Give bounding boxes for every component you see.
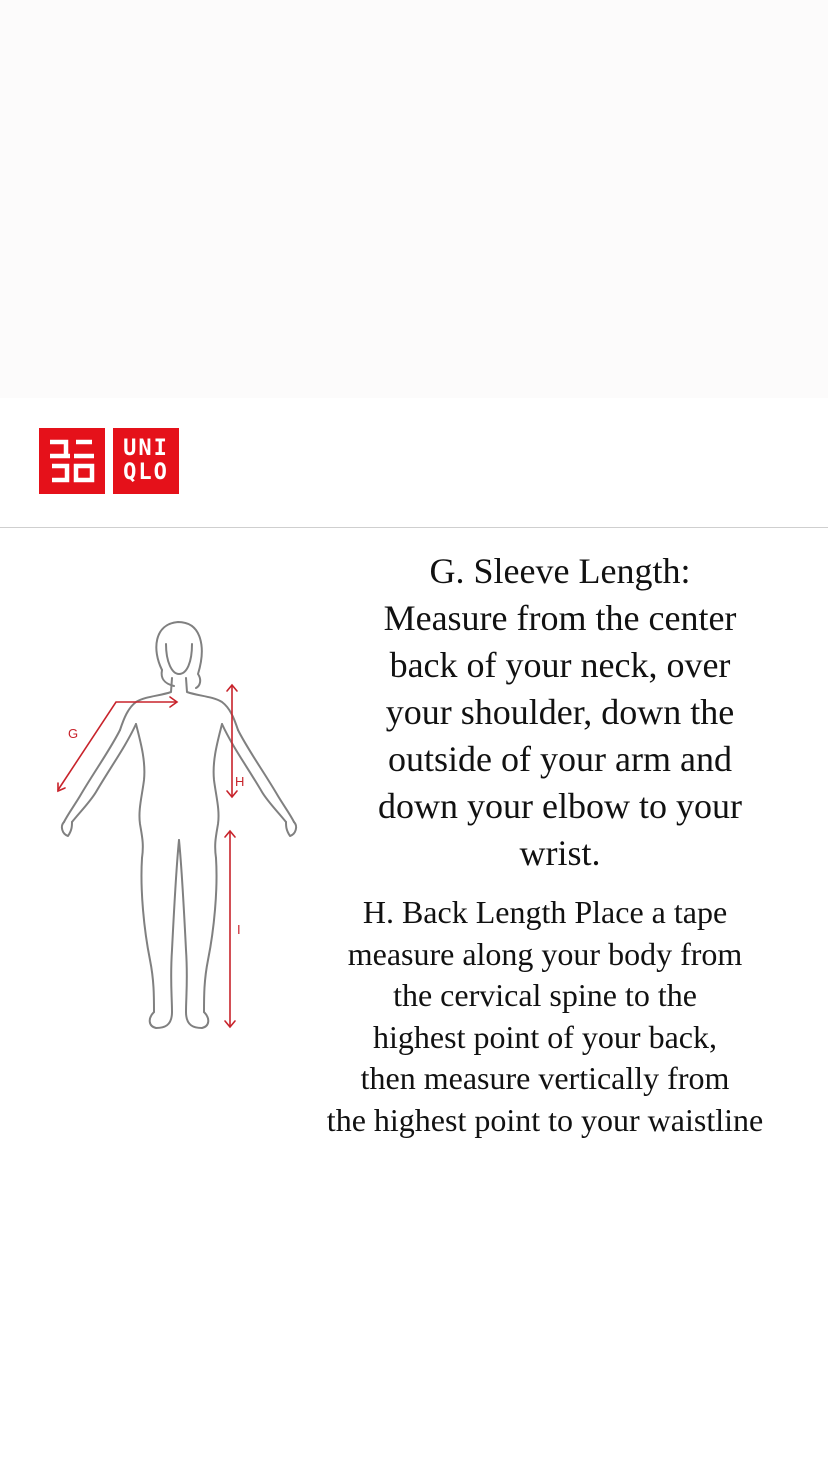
sleeve-line-4: your shoulder, down the [385,692,735,732]
label-h: H [235,774,245,789]
back-line-6: the highest point to your waistline [326,1101,764,1138]
logo-katakana-box [39,428,105,494]
blank-header-area [0,0,828,398]
logo-latin-box [113,428,179,494]
sleeve-line-7: wrist. [519,833,601,873]
sleeve-line-1: G. Sleeve Length: [429,551,691,591]
logo-text-qlo: QLO [123,460,169,485]
sleeve-line-5: outside of your arm and [388,739,732,779]
back-line-2: measure along your body from [347,935,743,972]
katakana-logo-icon [47,436,97,486]
sleeve-length-description [310,548,810,877]
back-length-description [262,892,828,1141]
back-line-4: highest point of your back, [373,1018,717,1055]
header-divider [0,527,828,528]
uniqlo-logo [39,428,179,494]
logo-text-uni: UNI [123,436,169,461]
back-line-3: the cervical spine to the [393,977,697,1013]
sleeve-line-3: back of your neck, over [389,645,731,685]
back-line-5: then measure vertically from [360,1060,730,1096]
label-i: I [237,922,241,937]
sleeve-line-2: Measure from the center [383,598,737,638]
back-line-1: H. Back Length Place a tape [362,894,728,930]
label-g: G [68,726,79,741]
sleeve-line-6: down your elbow to your [378,786,742,826]
